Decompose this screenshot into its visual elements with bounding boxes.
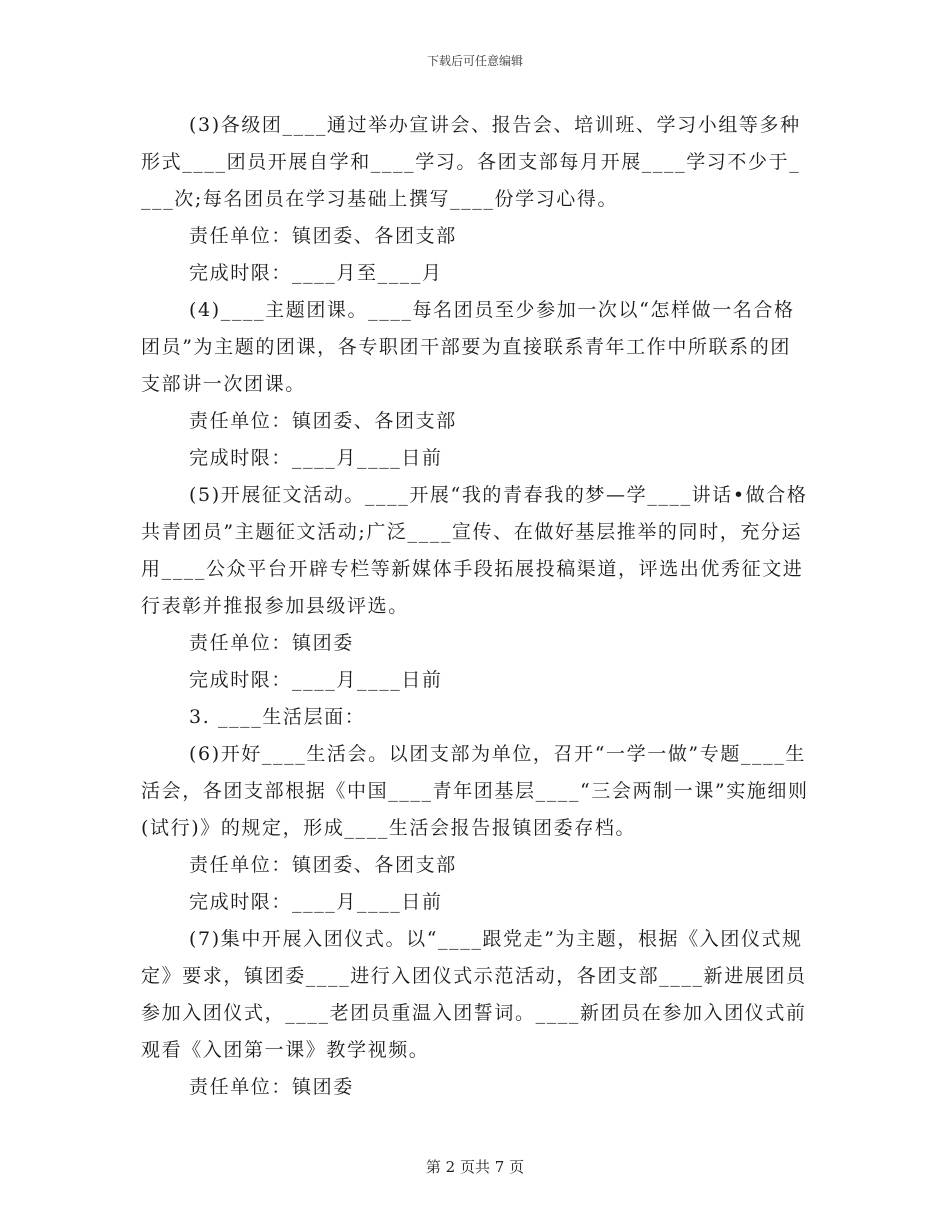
page-indicator: 第 2 页共 7 页: [425, 1158, 525, 1176]
deadline-line: 完成时限：____月____日前: [189, 669, 443, 691]
deadline-line: 完成时限：____月至____月: [189, 262, 443, 284]
paragraph-item-3: (3)各级团____通过举办宣讲会、报告会、培训班、学习小组等多种形式____团员开展自学和____学习。各团支部每月开展____学习不少于____次;每名团员在学习基础上撰写____份学习心得。: [141, 114, 801, 210]
responsibility-line: 责任单位：镇团委: [189, 1076, 354, 1098]
responsibility-line: 责任单位：镇团委: [189, 632, 354, 654]
paragraph-item-5: (5)开展征文活动。____开展“我的青春我的梦—学____讲话•做合格共青团员”主题征文活动;广泛____宣传、在做好基层推举的同时，充分运用____公众平台开辟专栏等新媒体手段拓展投稿渠道，评选出优秀征文进行表彰并推报参加县级评选。: [141, 484, 808, 617]
paragraph-item-7: (7)集中开展入团仪式。以“____跟党走”为主题，根据《入团仪式规定》要求，镇团委____进行入团仪式示范活动，各团支部____新进展团员参加入团仪式，____老团员重温入团誓词。____新团员在参加入团仪式前观看《入团第一课》教学视频。: [141, 928, 807, 1061]
responsibility-line: 责任单位：镇团委、各团支部: [189, 410, 457, 432]
responsibility-line: 责任单位：镇团委、各团支部: [189, 854, 457, 876]
responsibility-line: 责任单位：镇团委、各团支部: [189, 225, 457, 247]
deadline-line: 完成时限：____月____日前: [189, 891, 443, 913]
paragraph-item-4: (4)____主题团课。____每名团员至少参加一次以“怎样做一名合格团员”为主题的团课，各专职团干部要为直接联系青年工作中所联系的团支部讲一次团课。: [141, 299, 795, 395]
section-heading-3: 3. ____生活层面：: [189, 706, 366, 728]
download-note: 下载后可任意编辑: [426, 54, 523, 68]
paragraph-item-6: (6)开好____生活会。以团支部为单位，召开“一学一做”专题____生活会，各团支部根据《中国____青年团基层____“三会两制一课”实施细则(试行)》的规定，形成____生活会报告报镇团委存档。: [141, 743, 809, 839]
deadline-line: 完成时限：____月____日前: [189, 447, 443, 469]
document-body: [141, 107, 811, 1106]
